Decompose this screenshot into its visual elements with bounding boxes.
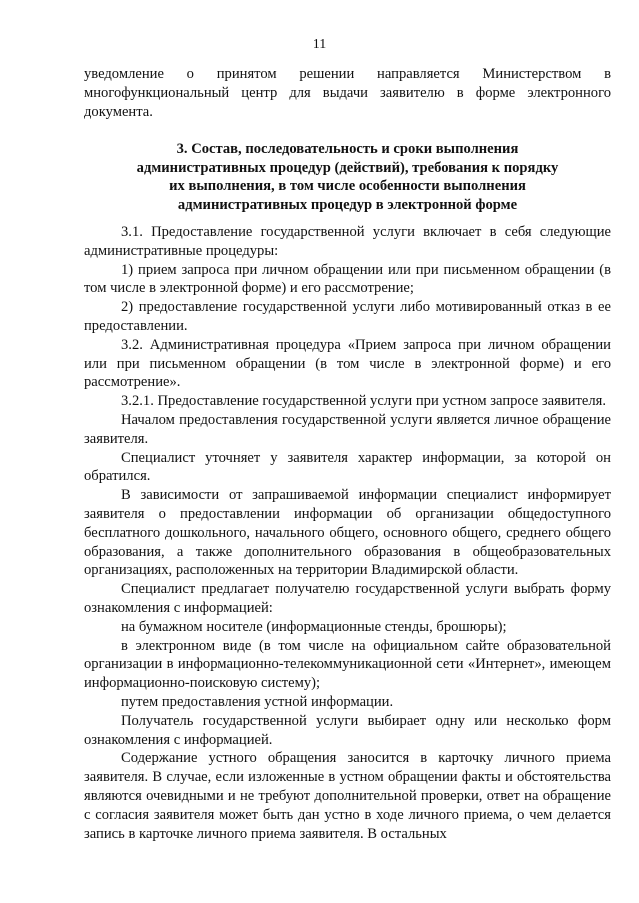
paragraph-3-2-1: 3.2.1. Предоставление государственной услуги при устном запросе заявителя. — [121, 393, 607, 410]
paragraph: Специалист уточняет у заявителя характер информации, за которой он обратился. — [84, 449, 611, 485]
paragraph-3-1: 3.1. Предоставление государственной услуги включает в себя следующие административные процедуры: — [84, 224, 611, 259]
paragraph: Содержание устного обращения заносится в карточку личного приема заявителя. В случае, если изложенные в устном обращении факты и обстоятельства являются очевидными и не требуют дополнительной проверки, ответ на обращение с согласия заявителя может быть дан устно в ходе личного приема, о чем делается запись в карточке личного приема заявителя. В остальных — [84, 750, 611, 842]
section-body — [84, 223, 611, 843]
intro-block — [84, 65, 611, 121]
section-heading-line: их выполнения, в том числе особенности выполнения — [169, 178, 526, 195]
paragraph: Получатель государственной услуги выбирает одну или несколько форм ознакомления с информацией. — [84, 712, 611, 748]
paragraph: Началом предоставления государственной услуги является личное обращение заявителя. — [84, 411, 611, 447]
list-item: 1) прием запроса при личном обращении или при письменном обращении (в том числе в электронной форме) и его рассмотрение; — [84, 261, 611, 297]
paragraph: Специалист предлагает получателю государственной услуги выбрать форму ознакомления с информацией: — [84, 581, 611, 616]
section-heading-line: административных процедур в электронной форме — [177, 196, 518, 213]
list-item: на бумажном носителе (информационные стенды, брошюры); — [121, 618, 507, 635]
section-heading-line: административных процедур (действий), требования к порядку — [136, 159, 559, 176]
list-item: 2) предоставление государственной услуги либо мотивированный отказ в ее предоставлении. — [84, 299, 611, 334]
list-item: в электронном виде (в том числе на официальном сайте образовательной организации в информационно-телекоммуникационной сети «Интернет», имеющем информационно-поисковую систему); — [84, 637, 611, 692]
paragraph: В зависимости от запрашиваемой информации специалист информирует заявителя о предоставлении информации об организации общедоступного бесплатного дошкольного, начального общего, основного общего, среднего общего образования, а также дополнительного образования в общеобразовательных организациях, расположенных на территории Владимирской области. — [84, 487, 611, 579]
intro-paragraph: уведомление о принятом решении направляется Министерством в многофункциональный центр для выдачи заявителю в форме электронного документа. — [84, 66, 611, 120]
section-heading-line: 3. Состав, последовательность и сроки выполнения — [176, 141, 519, 157]
section-heading — [84, 140, 611, 214]
paragraph-3-2: 3.2. Административная процедура «Прием запроса при личном обращении или при письменном обращении (в том числе в электронной форме) и его рассмотрение». — [84, 336, 611, 391]
page-number: 11 — [312, 37, 327, 52]
list-item: путем предоставления устной информации. — [121, 693, 394, 710]
